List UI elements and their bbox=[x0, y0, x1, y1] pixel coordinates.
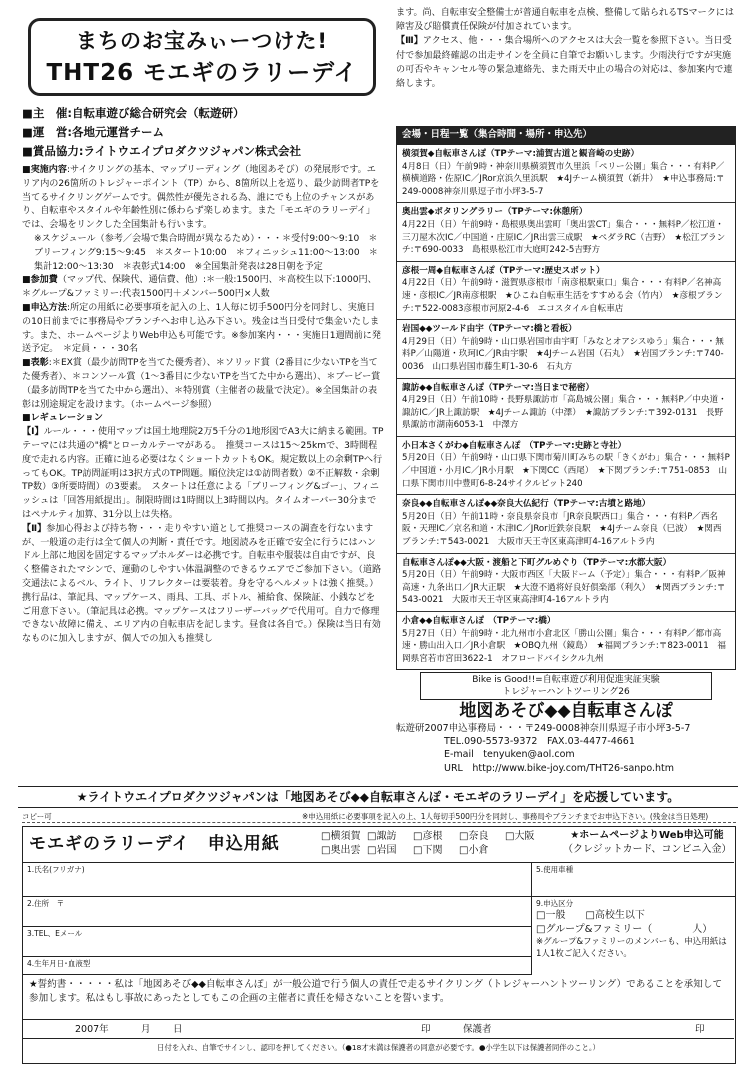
right-top-text bbox=[396, 6, 736, 91]
guardian-seal-mark: 印 bbox=[695, 1024, 705, 1035]
bike-type-field[interactable]: 5.使用車種 bbox=[532, 863, 735, 897]
org-organizer: ■主 催:自転車遊び総合研究会（転遊研） bbox=[22, 106, 245, 120]
cut-line bbox=[22, 812, 736, 823]
venue-body: 5月20日（日）午前9時・山口県下関市菊川町みちの駅「きくがわ」集合・・・無料P／中国道・小月IC／JR小月駅 ★下関CC（西尾） ★下関ブランチ:〒751-0853 山口県下関市川中豊町6-8-24サイクルピット240 bbox=[402, 453, 730, 489]
application-form bbox=[22, 826, 736, 1064]
venue-title: 岩国◆◆ツールド由宇（TPテーマ:橋と看板） bbox=[402, 324, 577, 335]
venue-body: 4月29日（日）午前10時・長野県諏訪市「高島城公園」集合・・・無料P／中央道・諏訪IC／JR上諏訪駅 ★4Jチーム諏訪（中澤） ★諏訪ブランチ:〒392-0131 長野県諏訪市湖南6053-1 中澤方 bbox=[402, 395, 727, 431]
venue-body: 4月29日（日）午前9時・山口県岩国市由宇町「みなとオアシスゆう」集合・・・無料P／山陽道・玖珂IC／JR由宇駅 ★4Jチーム岩国（石丸） ★岩国ブランチ:〒740-0036 山口県岩国市藤生町1-30-6 石丸方 bbox=[402, 336, 724, 372]
guardian-label: 保護者 bbox=[463, 1024, 492, 1035]
signature-row bbox=[23, 1019, 734, 1039]
venue-title: 奥出雲◆ポタリングラリー（TPテーマ:休憩所） bbox=[402, 207, 588, 218]
check-hikone[interactable]: □彦根 bbox=[413, 831, 443, 842]
venue-body: 5月27日（日）午前9時・北九州市小倉北区「勝山公園」集合・・・有料P／都市高速・勝山出入口／JR小倉駅 ★OBQ九州（鏡島） ★福岡ブランチ:〒823-0011 福岡県宮若市宮田3622-1 オフロードバイシクル九州 bbox=[402, 628, 726, 664]
venue-list-header: 会場・日程一覧（集合時間・場所・申込先） bbox=[396, 126, 736, 144]
category-label: 9.申込区分 bbox=[536, 899, 574, 908]
section-apply: ■申込方法:所定の用紙に必要事項を記入の上、1人毎に切手500円分を同封し、実施日の10日前までに事務局やブランチへお申し込み下さい。残金は当日受付で集金いたします。また、ホームページよりWeb申込も可能です。※参加案内・・・実施日1週間前に発送予定。 ＊定員・・・30名 bbox=[22, 302, 381, 355]
venue-title: 奈良◆◆自転車さんぽ◆◆奈良大仏紀行（TPテーマ:古墳と路地） bbox=[402, 499, 651, 510]
venue-title: 自転車さんぽ◆◆大阪・渡船と下町グルめぐり（TPテーマ:水都大阪） bbox=[402, 557, 672, 568]
venue-body: 4月22日（日）午前9時・島根県奥出雲町「奥出雲CT」集合・・・無料P／松江道・三刀屋木次IC／中国道・庄原IC／JR出雲三成駅 ★ペダラRC（吉野） ★松江ブランチ:〒690-0033 島根県松江市大庭町242-5吉野方 bbox=[402, 219, 726, 256]
check-nara[interactable]: □奈良 bbox=[459, 831, 489, 842]
category-group-check[interactable]: □グループ&ファミリー（ 人） bbox=[536, 923, 713, 935]
promo-brand: 地図あそび◆◆自転車さんぽ bbox=[459, 701, 673, 721]
venue-item bbox=[397, 612, 735, 669]
venue-title: 諏訪◆◆自転車さんぽ（TPテーマ:当日まで秘密） bbox=[402, 382, 595, 393]
venue-list bbox=[396, 144, 736, 670]
check-iwakuni[interactable]: □岩国 bbox=[367, 845, 397, 856]
promo-email: E-mail tenyuken@aol.com bbox=[444, 749, 575, 761]
check-osaka[interactable]: □大阪 bbox=[505, 831, 535, 842]
copy-note: ※申込用紙に必要事項を記入の上、1人毎切手500円分を同封し、事務局やブランチまでお申込下さい。(残金は当日処理) bbox=[302, 812, 709, 821]
section-regulation: ■レギュレーション bbox=[22, 413, 103, 424]
section-rule1: 【Ⅰ】ルール・・・使用マップは国土地理院2万5千分の1地形図でA3大に納まる範囲。TPテーマには共通の"橋"とローカルテーマがある。 推奨コースは15〜25kmで、3時間程度で走れる内容。正確に辿る必要はなくショートカットもOK。規定数以上の余剰TPへ行ってもOK。TP訪問証明は3択方式のTP問題。順位決定は①訪問者数）②不正解数・余剰TP数）③所要時間）の3要素。 スタートは任意による「ブリーフィング&ゴー」、フィニッシュは「回答用紙提出」。制限時間は1時間以上3時間以内。タイムオーバー30分まではペナルティ加算、31分以上は失格。 bbox=[22, 427, 384, 520]
category-general-check[interactable]: □一般 □高校生以下 bbox=[536, 910, 645, 921]
seal-mark: 印 bbox=[421, 1024, 431, 1035]
section-rule2: 【Ⅱ】参加心得および持ち物・・・走りやすい道として推奨コースの調査を行ないますが、一般道の走行は全て個人の判断・責任です。地図読みを正確で安全に行うにはハンドル上部に地図を固定するマップホルダーは必携です。自転車や服装は自由ですが、良く整備されたマシンで、運動のしやすい体温調整のできるウエアでご参加下さい。（道路交通法によるベル、ライト、リフレクターは要装着。身を守るヘルメットは強く推奨。） 携行品は、筆記具、マップケース、雨具、工具、ボトル、補給食、保険証、小銭などをご用意下さい。（筆記具は必携。マップケースはフリーザーバッグで代用可。自力で修理できない故障に備え、エリア内の自転車店を記します。昼食は各自で。）保険は当日有効なものに加入しますが、個人での加入も推奨し bbox=[22, 523, 383, 645]
venue-body: 4月8日（日）午前9時・神奈川県横須賀市久里浜「ペリー公園」集合・・・有料P／横横道路・佐原IC／JRor京浜久里浜駅 ★4Jチーム横須賀（新井） ★申込事務局:〒249-0008神奈川県逗子市小坪3-5-7 bbox=[402, 161, 725, 197]
tel-email-field[interactable]: 3.TEL、Eメール bbox=[23, 927, 531, 957]
support-banner: ★ライトウエイプロダクツジャパンは「地図あそび◆◆自転車さんぽ・モエギのラリーデイ」を応援しています。 bbox=[18, 786, 738, 808]
venue-item bbox=[397, 554, 735, 612]
check-kokura[interactable]: □小倉 bbox=[459, 845, 489, 856]
venue-body: 5月20日（日）午前11時・奈良県奈良市「JR奈良駅西口」集合・・・有料P／西名阪・天理IC／京名和道・木津IC／JRor近鉄奈良駅 ★4Jチーム奈良（巳波） ★関西ブランチ:〒543-0021 大阪市天王寺区東高津町4-16アルトラ内 bbox=[402, 511, 722, 548]
form-title: モエギのラリーデイ 申込用紙 bbox=[29, 834, 280, 854]
check-okuizumo[interactable]: □奥出雲 bbox=[321, 845, 361, 856]
promo-office: 転遊研2007申込事務局・・・〒249-0008神奈川県逗子市小坪3-5-7 bbox=[396, 723, 691, 734]
venue-body: 5月20日（日）午前9時・大阪市西区「大阪ドーム（予定）」集合・・・有料P／阪神高速・九条出口／JR大正駅 ★大澄不過将好良好倶楽部（利久） ★関西ブランチ:〒543-0021 大阪市天王寺区東高津町4-16アルトラ内 bbox=[402, 570, 726, 606]
form-header bbox=[23, 827, 734, 863]
form-footnote: 日付を入れ、自筆でサインし、認印を押してください。（●18才未満は保護者の同意が必要です。●小学生以下は保護者同伴のこと。） bbox=[157, 1043, 600, 1052]
pledge-text: ★誓約書・・・・・私は「地図あそび◆◆自転車さんぽ」が一般公道で行う個人の責任で走るサイクリング（トレジャーハントツーリング）であることを承知して参加します。私はもし事故にあったとしてもこの企画の主催者に責任を帰さないことを誓います。 bbox=[29, 979, 723, 1004]
venue-title: 横須賀◆自転車さんぽ（TPテーマ:浦賀古道と観音崎の史跡） bbox=[402, 149, 640, 159]
venue-title: 小倉◆◆自転車さんぽ （TPテーマ:橋） bbox=[402, 616, 556, 626]
organizer-block bbox=[22, 104, 382, 161]
venue-item bbox=[397, 262, 735, 320]
left-column bbox=[22, 164, 384, 647]
check-suwa[interactable]: □諏訪 bbox=[367, 831, 397, 842]
section-continued: ます。尚、自転車安全整備士が普通自転車を点検、整備して貼られるTSマークには障害及び賠償責任保険が付加されています。 bbox=[396, 8, 734, 33]
venue-body: 4月22日（日）午前9時・滋賀県彦根市「南彦根駅東口」集合・・・有料P／名神高速・彦根IC／JR南彦根駅 ★ひこね自転車生活をすすめる会（竹内） ★彦根ブランチ:〒522-0083彦根市河原2-4-6 エコスタイル自転車店 bbox=[402, 278, 723, 314]
section-schedule: ※スケジュール（参考／会場で集合時間が異なるため）・・・＊受付9:00〜9:10 ＊ブリーフィング9:15〜9:45 ＊スタート10:00 ＊フィニッシュ11:00〜13:00 ＊集計12:00〜13:30 ＊表彰式14:00 ※全国集計発表は28日朝を予定 bbox=[34, 233, 378, 272]
section-rule3: 【Ⅲ】アクセス、他・・・集合場所へのアクセスは大会一覧を参照下さい。当日受付で参加最終確認の出走サインを全員に自筆でお願いします。少雨決行ですが実施の可否やキャンセル等の緊急連絡先、また雨天中止の場合の対応は、参加案内で連絡します。 bbox=[396, 36, 733, 90]
section-overview: ■実施内容:サイクリングの基本、マップリーディング（地図あそび）の発展形です。エリア内の26箇所のトレジャーポイント（TP）から、8箇所以上を巡り、最少訪問者TPを当てるサイクリングゲームです。偶然性が優先される為、誰にでも上位のチャンスがあり、自転車やスタイルや年齢性別に係わらず楽しめます。また「モエギのラリーデイ」では、会場をリンクした全国集計も行います。 bbox=[22, 165, 380, 231]
venue-item bbox=[397, 379, 735, 437]
birthdate-field[interactable]: 4.生年月日･血液型 bbox=[23, 957, 531, 975]
promo-url[interactable]: URL http://www.bike-joy.com/THT26-sanpo.htm bbox=[444, 762, 674, 774]
venue-item bbox=[397, 145, 735, 203]
section-award: ■表彰:＊EX賞（最少訪問TPを当てた優秀者）、＊ソリッド賞（2番目に少ないTPを当てた優秀者）、＊コンソール賞（1〜3番目に少ないTPを当てた中から選出）、＊ブービー賞（最多訪問TPを当てた中から選出）、＊特別賞（主催者の裁量で決定）。※全国集計の表彰は別途規定を設けます。（ホームページ参照） bbox=[22, 358, 381, 410]
web-apply-note: ★ホームページよりWeb申込可能 （クレジットカード、コンビニ入金） bbox=[563, 830, 732, 855]
category-note: ※グループ&ファミリーのメンバーも、申込用紙は1人1枚ご記入ください。 bbox=[536, 937, 727, 959]
venue-checkboxes bbox=[321, 830, 561, 858]
org-sponsor: ■賞品協力:ライトウエイプロダクツジャパン株式会社 bbox=[22, 144, 302, 158]
check-yokosuka[interactable]: □横須賀 bbox=[321, 831, 361, 842]
title-line2: THT26 モエギのラリーデイ bbox=[46, 60, 358, 86]
name-field[interactable]: 1.氏名(フリガナ) bbox=[23, 863, 531, 897]
section-fee: ■参加費（マップ代、保険代、通信費、他）:＊一般:1500円、＊高校生以下:1000円、＊グループ&ファミリー:代表1500円＋メンバー500円×人数 bbox=[22, 275, 377, 300]
venue-item bbox=[397, 495, 735, 553]
promo-box bbox=[396, 672, 736, 775]
venue-item bbox=[397, 320, 735, 378]
title-box bbox=[28, 18, 376, 96]
sign-month: 月 bbox=[141, 1024, 151, 1035]
venue-item bbox=[397, 437, 735, 495]
promo-tel: TEL.090-5573-9372 FAX.03-4477-4661 bbox=[444, 736, 635, 748]
venue-title: 小日本さくがわ◆自転車さんぽ （TPテーマ:史跡と寺社） bbox=[402, 440, 627, 451]
venue-item bbox=[397, 203, 735, 261]
promo-header: Bike is Good!!=自転車遊び利用促進実証実験 トレジャーハントツーリング26 bbox=[420, 672, 712, 700]
sign-day: 日 bbox=[173, 1024, 183, 1035]
check-shimonoseki[interactable]: □下関 bbox=[413, 845, 443, 856]
venue-title: 彦根一周◆自転車さんぽ（TPテーマ:歴史スポット） bbox=[402, 265, 605, 276]
copy-ok-label: コピー可 bbox=[22, 812, 52, 821]
promo-contact bbox=[396, 722, 736, 775]
org-operator: ■運 営:各地元運営チーム bbox=[22, 125, 164, 139]
address-field[interactable]: 2.住所 〒 bbox=[23, 897, 531, 927]
category-field bbox=[532, 897, 735, 975]
title-line1: まちのお宝みぃーつけた! bbox=[76, 29, 328, 53]
form-right-panel bbox=[531, 863, 734, 975]
sign-year: 2007年 bbox=[75, 1024, 109, 1035]
